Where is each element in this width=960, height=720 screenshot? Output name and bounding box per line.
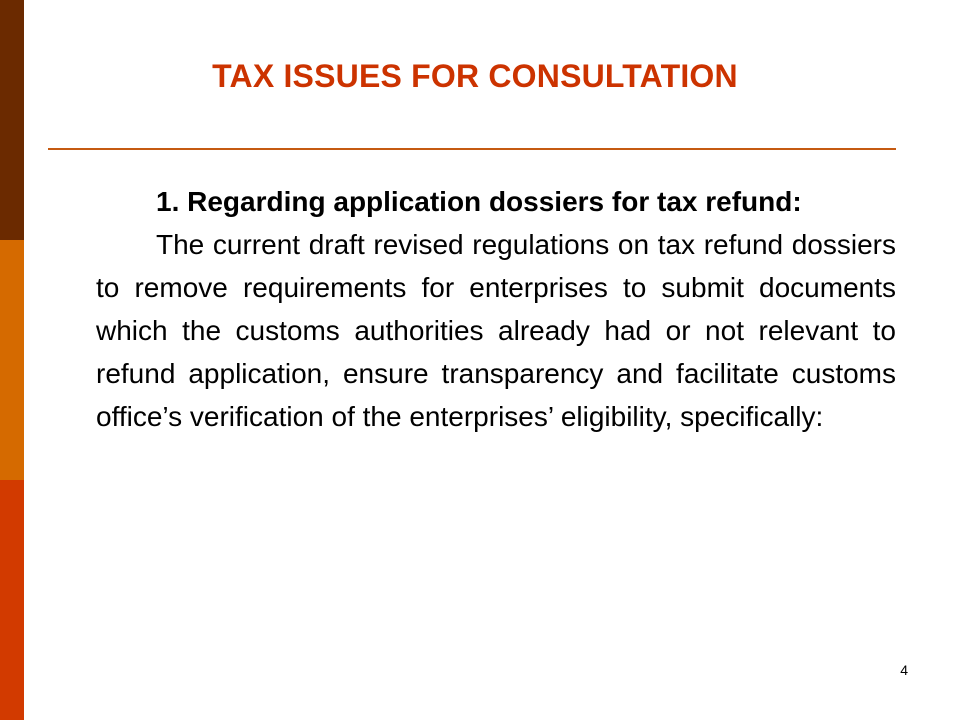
sidebar-segment-top bbox=[0, 0, 24, 240]
sidebar-segment-bottom bbox=[0, 480, 24, 720]
sidebar-accent-bar bbox=[0, 0, 24, 720]
slide-title: TAX ISSUES FOR CONSULTATION bbox=[212, 58, 738, 94]
page-number: 4 bbox=[900, 662, 908, 678]
sidebar-segment-middle bbox=[0, 240, 24, 480]
body-paragraph: The current draft revised regulations on tax refund dossiers to remove requirements for enterprises to submit documents which the customs authorities already had or not relevant to refund application, ensure transparency and facilitate customs office’s verification of the enterprises’ eligibility, specifically: bbox=[96, 229, 896, 432]
title-divider bbox=[48, 148, 896, 150]
slide-content bbox=[96, 180, 896, 438]
section-heading: 1. Regarding application dossiers for tax refund: bbox=[156, 186, 802, 217]
